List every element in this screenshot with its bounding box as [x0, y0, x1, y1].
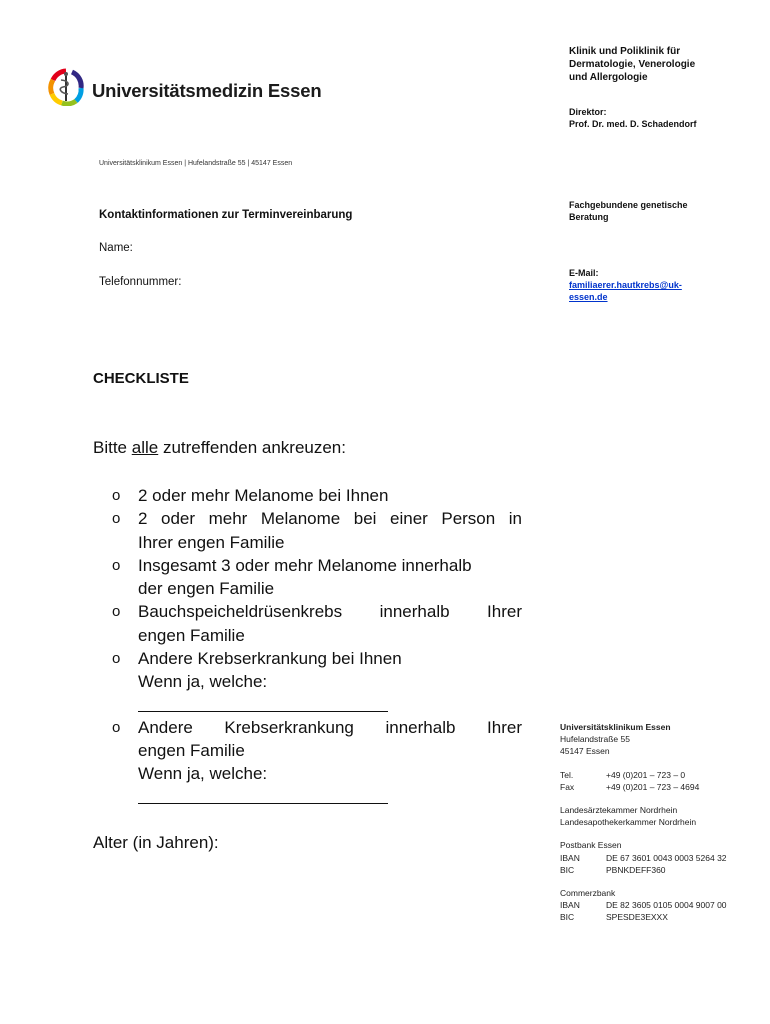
item-line: Bauchspeicheldrüsenkrebs innerhalb Ihrer: [138, 602, 522, 622]
bank2-iban: DE 82 3605 0105 0004 9007 00: [606, 900, 727, 911]
fax-value: +49 (0)201 – 723 – 4694: [606, 781, 700, 792]
item-line: 2 oder mehr Melanome bei Ihnen: [138, 486, 389, 505]
checkbox-bullet[interactable]: o: [112, 556, 121, 574]
bank2-iban-row: [560, 899, 760, 911]
director-name: Prof. Dr. med. D. Schadendorf: [569, 119, 697, 129]
service-line: Beratung: [569, 212, 609, 222]
bank1-iban-row: [560, 852, 760, 864]
item-line: Andere Krebserkrankung innerhalb Ihrer: [138, 717, 522, 737]
email-block: [569, 267, 719, 303]
email-link[interactable]: [569, 280, 682, 302]
instruction-underlined: alle: [131, 438, 159, 457]
checklist-title: CHECKLISTE: [93, 370, 189, 387]
phone-label: Telefonnummer:: [99, 276, 182, 288]
footer-street: Hufelandstraße 55: [560, 734, 630, 745]
footer-chamber: Landesapothekerkammer Nordrhein: [560, 817, 697, 828]
item-line: Andere Krebserkrankung bei Ihnen: [138, 649, 402, 669]
instruction-post: zutreffenden ankreuzen:: [158, 438, 346, 457]
university-logo-icon: [48, 68, 84, 106]
checklist-item[interactable]: [112, 507, 522, 554]
item-line: der engen Familie: [138, 579, 275, 599]
bic-label: BIC: [560, 864, 575, 875]
clinic-line: Dermatologie, Venerologie: [569, 59, 696, 70]
clinic-line: Klinik und Poliklinik für: [569, 46, 681, 57]
bank1-bic: PBNKDEFF360: [606, 864, 666, 875]
instruction-text: [93, 438, 346, 458]
brand-name: Universitätsmedizin Essen: [92, 80, 322, 101]
footer-org: Universitätsklinikum Essen: [560, 722, 671, 732]
answer-blank-line[interactable]: [138, 694, 388, 712]
age-label: Alter (in Jahren):: [93, 833, 219, 852]
item-line: 2 oder mehr Melanome bei einer Person in: [138, 509, 522, 529]
bank1-name: Postbank Essen: [560, 840, 622, 851]
checkbox-bullet[interactable]: o: [112, 603, 121, 621]
checklist-items: [112, 484, 522, 808]
tel-label: Tel.: [560, 769, 574, 780]
bic-label: BIC: [560, 912, 575, 923]
answer-blank-line[interactable]: [138, 786, 388, 804]
email-line: essen.de: [569, 292, 608, 302]
checklist-item[interactable]: [112, 484, 522, 507]
bank2-bic-row: [560, 911, 760, 923]
iban-label: IBAN: [560, 852, 580, 863]
clinic-name: [569, 45, 739, 84]
bank2-name: Commerzbank: [560, 888, 616, 899]
service-title: [569, 199, 729, 223]
item-line: Wenn ja, welche:: [138, 764, 268, 784]
checkbox-bullet[interactable]: o: [112, 487, 121, 504]
item-line: Insgesamt 3 oder mehr Melanome innerhalb: [138, 555, 472, 575]
fax-label: Fax: [560, 781, 575, 792]
checkbox-bullet[interactable]: o: [112, 650, 121, 668]
checklist-item[interactable]: [112, 554, 522, 601]
footer-chamber: Landesärztekammer Nordrhein: [560, 805, 678, 816]
footer-city: 45147 Essen: [560, 746, 610, 757]
checklist-item[interactable]: [112, 716, 522, 804]
iban-label: IBAN: [560, 900, 580, 911]
contact-title: Kontaktinformationen zur Terminvereinbarung: [99, 209, 353, 221]
footer-fax-row: [560, 781, 760, 793]
bank1-iban: DE 67 3601 0043 0003 5264 32: [606, 852, 727, 863]
tel-value: +49 (0)201 – 723 – 0: [606, 769, 686, 780]
sender-address-line: Universitätsklinikum Essen | Hufelandstraße 55 | 45147 Essen: [99, 160, 293, 167]
item-line: engen Familie: [138, 625, 245, 645]
bank2-bic: SPESDE3EXXX: [606, 912, 668, 923]
clinic-line: und Allergologie: [569, 72, 648, 83]
checklist-item[interactable]: [112, 600, 522, 647]
item-line: Ihrer engen Familie: [138, 532, 285, 552]
service-line: Fachgebundene genetische: [569, 200, 688, 210]
footer-tel-row: [560, 769, 760, 781]
checklist-item[interactable]: [112, 647, 522, 712]
director-block: [569, 106, 739, 130]
item-line: engen Familie: [138, 740, 245, 760]
director-label: Direktor:: [569, 107, 607, 117]
instruction-pre: Bitte: [93, 438, 132, 457]
name-label: Name:: [99, 242, 133, 254]
item-line: Wenn ja, welche:: [138, 672, 268, 692]
checkbox-bullet[interactable]: o: [112, 718, 121, 736]
bank1-bic-row: [560, 864, 760, 876]
checkbox-bullet[interactable]: o: [112, 510, 121, 528]
footer-info: [560, 721, 760, 924]
email-label: E-Mail:: [569, 268, 599, 278]
email-line: familiaerer.hautkrebs@uk-: [569, 280, 682, 290]
